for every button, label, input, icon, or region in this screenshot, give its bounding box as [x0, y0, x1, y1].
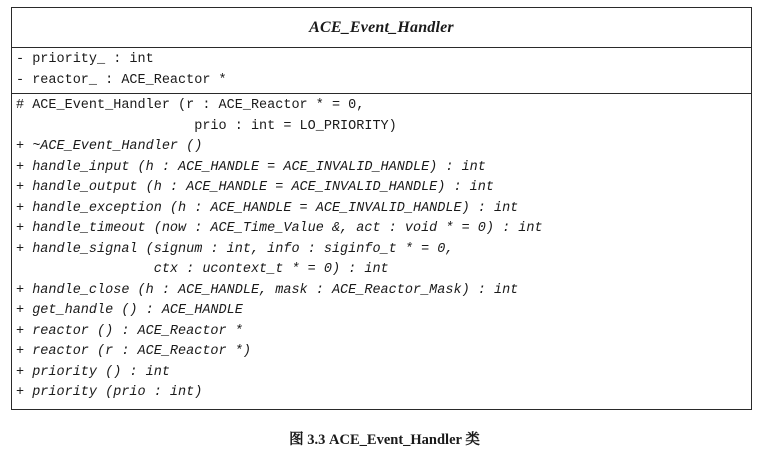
operation-row: # ACE_Event_Handler (r : ACE_Reactor * = 0, — [16, 98, 365, 113]
operation-row: + handle_signal (signum : int, info : siginfo_t * = 0, — [16, 241, 454, 257]
attribute-row: - reactor_ : ACE_Reactor * — [16, 72, 227, 88]
operation-row: + handle_output (h : ACE_HANDLE = ACE_INVALID_HANDLE) : int — [16, 180, 494, 195]
operation-row: + reactor () : ACE_Reactor * — [16, 323, 243, 339]
attribute-row: - priority_ : int — [16, 52, 154, 67]
operation-row: + priority (prio : int) — [16, 385, 203, 400]
uml-class-box — [11, 7, 752, 410]
attributes-compartment — [12, 48, 751, 94]
class-name-compartment — [12, 8, 751, 48]
operation-row: + get_handle () : ACE_HANDLE — [16, 303, 243, 318]
operation-row: + handle_exception (h : ACE_HANDLE = ACE_INVALID_HANDLE) : int — [16, 200, 519, 216]
operation-row: ctx : ucontext_t * = 0) : int — [16, 262, 389, 277]
operation-row: + handle_close (h : ACE_HANDLE, mask : ACE_Reactor_Mask) : int — [16, 282, 519, 298]
operation-row: + priority () : int — [16, 364, 170, 380]
operation-row: + handle_timeout (now : ACE_Time_Value &, act : void * = 0) : int — [16, 221, 543, 236]
operation-row: + ~ACE_Event_Handler () — [16, 139, 203, 154]
operations-compartment — [12, 94, 751, 404]
operation-row: + handle_input (h : ACE_HANDLE = ACE_INVALID_HANDLE) : int — [16, 159, 486, 175]
figure-caption: 图 3.3 ACE_Event_Handler 类 — [289, 432, 480, 448]
operation-row: + reactor (r : ACE_Reactor *) — [16, 344, 251, 359]
operation-row: prio : int = LO_PRIORITY) — [16, 118, 397, 134]
class-name: ACE_Event_Handler — [309, 18, 454, 36]
